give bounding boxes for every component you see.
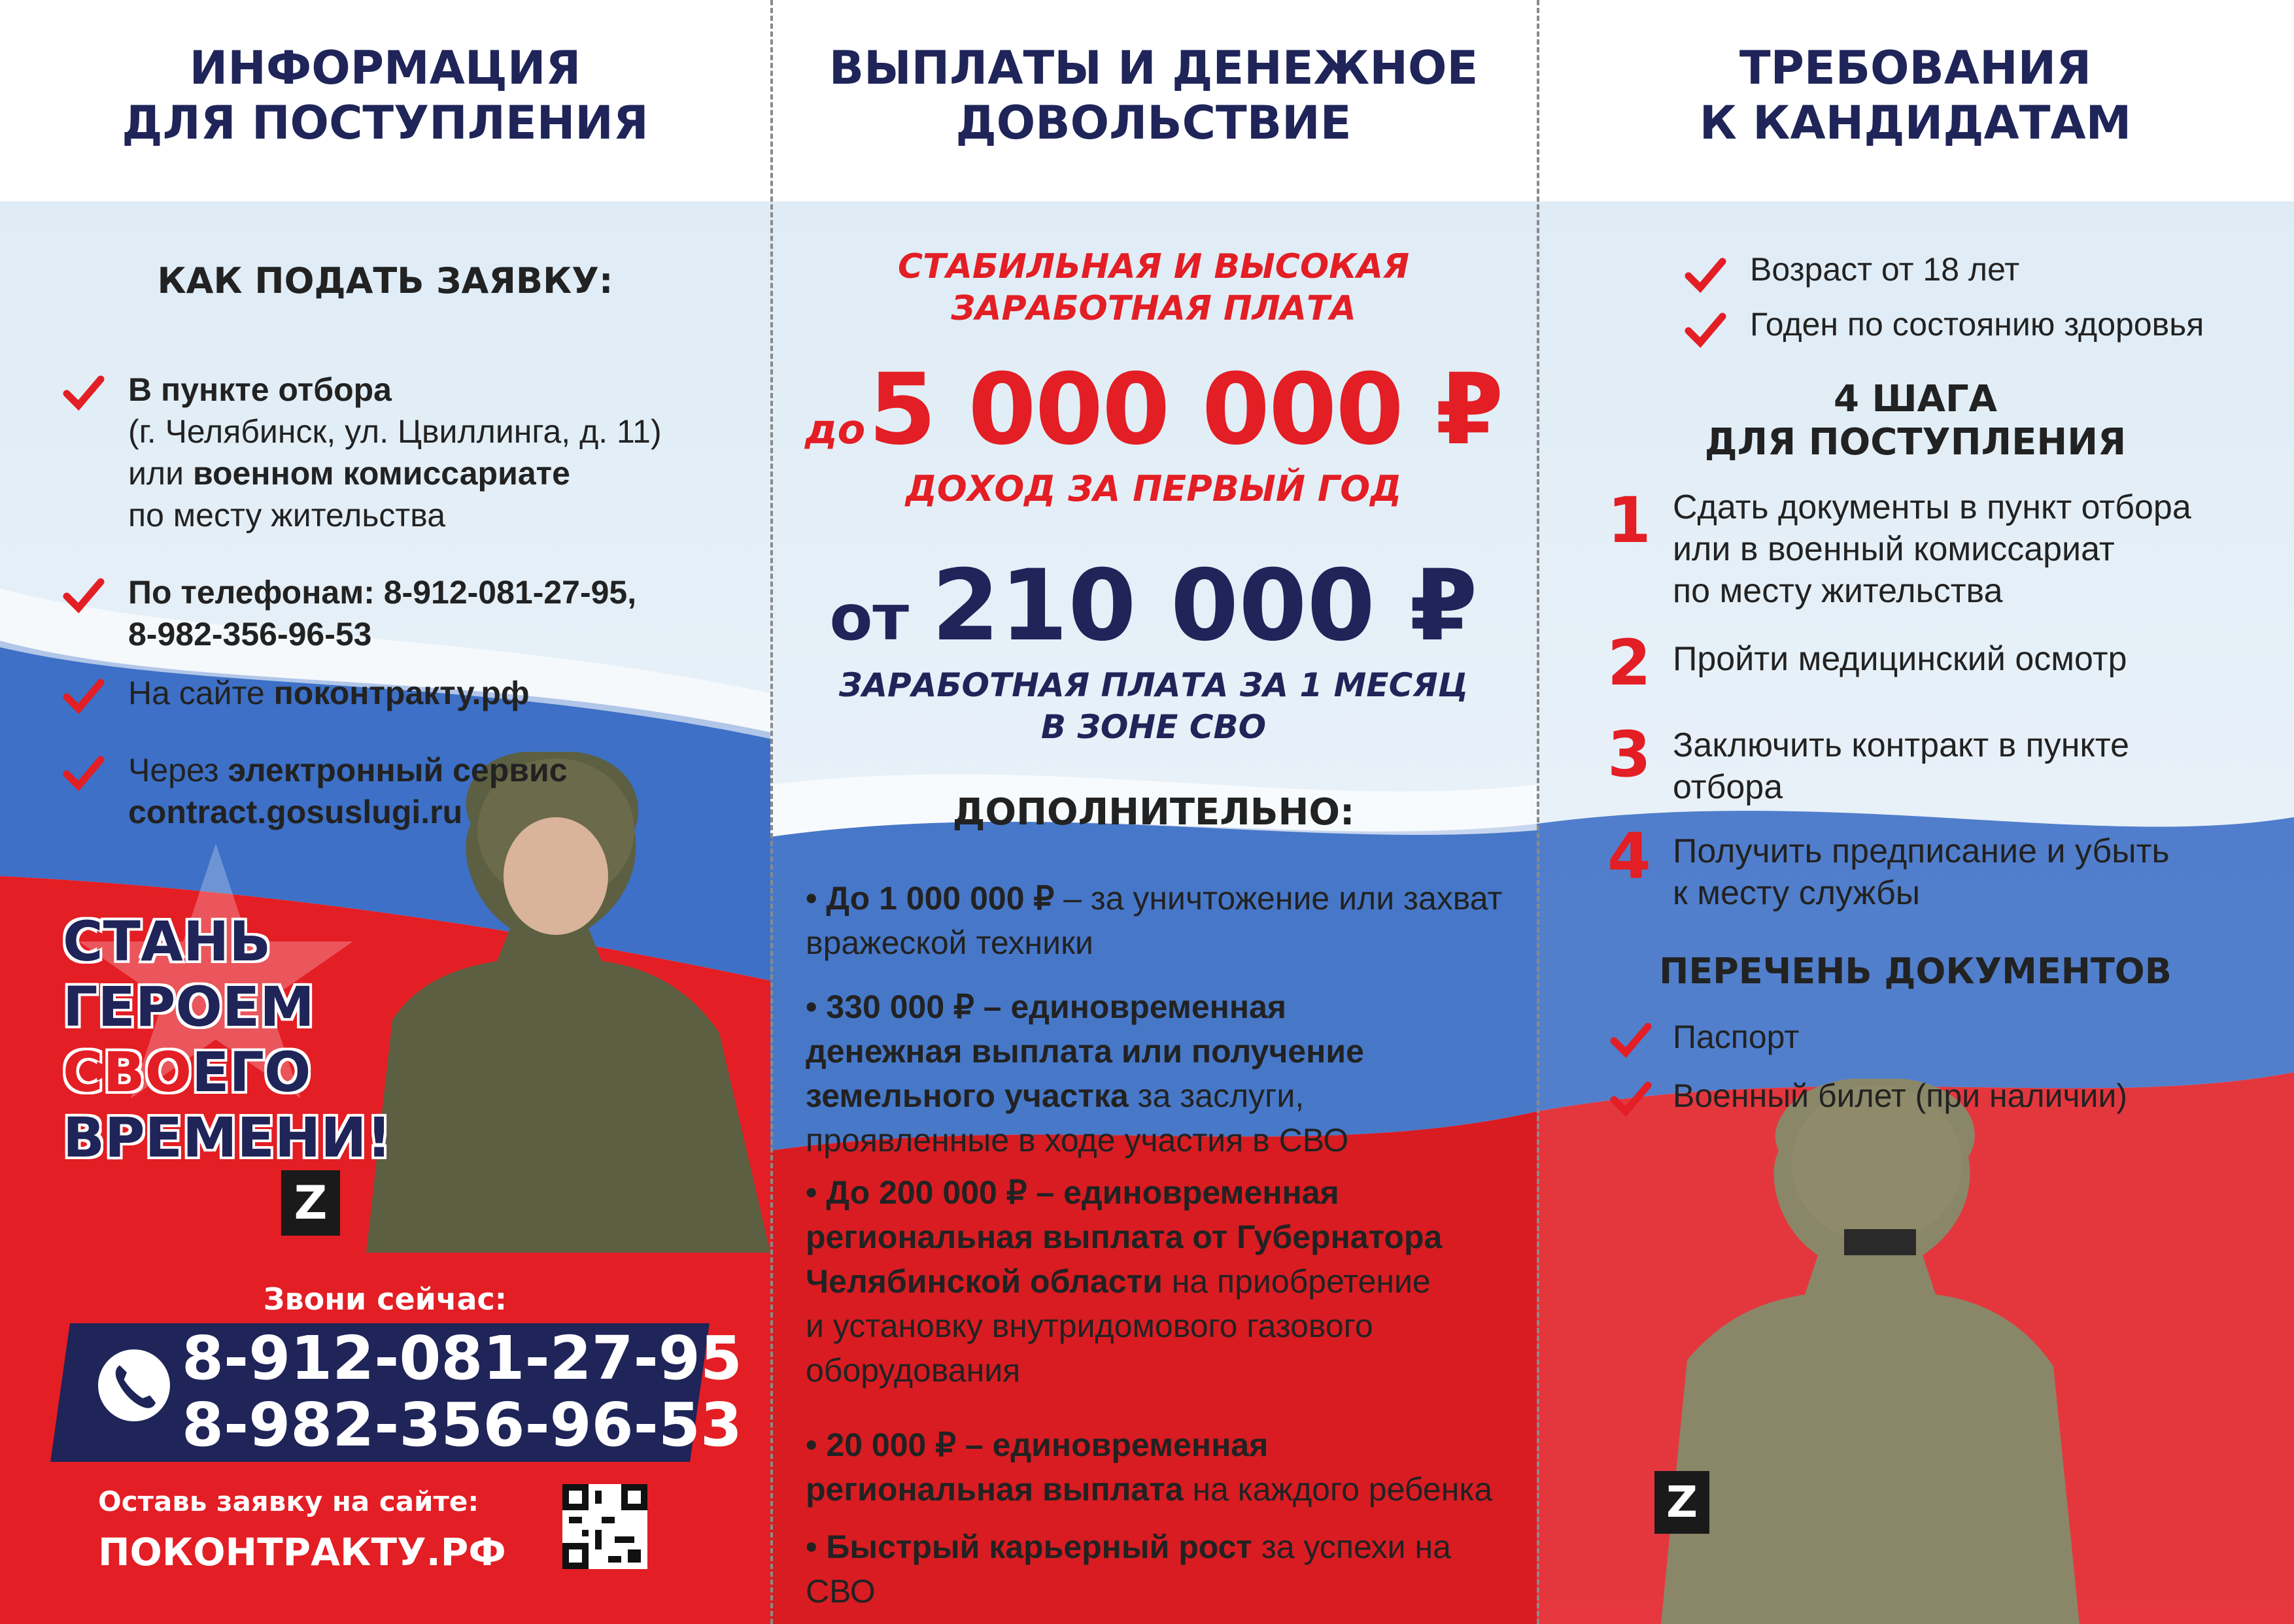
documents-heading: ПЕРЕЧЕНЬ ДОКУМЕНТОВ — [1659, 951, 2172, 992]
z-patch: Z — [281, 1170, 340, 1236]
first-year-caption: ДОХОД ЗА ПЕРВЫЙ ГОД — [905, 468, 1402, 509]
apply-item-selection-point: В пункте отбора (г. Челябинск, ул. Цвиллинга, д. 11) или военном комиссариате по месту жительства — [128, 371, 662, 533]
leave-request-label: Оставь заявку на сайте: — [98, 1485, 479, 1517]
checkmark-icon — [1610, 1020, 1652, 1062]
stable-salary-heading: СТАБИЛЬНАЯ И ВЫСОКАЯ ЗАРАБОТНАЯ ПЛАТА — [897, 247, 1410, 328]
requirement-age: Возраст от 18 лет — [1750, 251, 2020, 288]
middle-panel-title: ВЫПЛАТЫ И ДЕНЕЖНОЕ ДОВОЛЬСТВИЕ — [829, 41, 1479, 150]
apply-item-gosuslugi: Через электронный сервис contract.gosuslugi.ru — [128, 752, 568, 830]
monthly-salary-amount: 210 000 ₽ — [931, 549, 1478, 663]
extra-bullet-1: • До 1 000 000 ₽ – за уничтожение или захват вражеской техники — [806, 880, 1503, 961]
additional-heading: ДОПОЛНИТЕЛЬНО: — [952, 791, 1355, 834]
document-military-id: Военный билет (при наличии) — [1673, 1077, 2128, 1114]
fold-divider-2 — [1537, 0, 1539, 1624]
checkmark-icon — [63, 753, 105, 795]
step-text-2: Пройти медицинский осмотр — [1673, 640, 2127, 678]
extra-bullet-4: • 20 000 ₽ – единовременная региональная выплата на каждого ребенка — [806, 1427, 1493, 1508]
how-to-apply-heading: КАК ПОДАТЬ ЗАЯВКУ: — [157, 260, 613, 301]
z-patch-right: Z — [1654, 1471, 1709, 1534]
step-number-1: 1 — [1607, 484, 1651, 557]
checkmark-icon — [63, 373, 105, 414]
phone-number-1[interactable]: 8-912-081-27-95 — [182, 1323, 742, 1393]
extra-bullet-3: • До 200 000 ₽ – единовременная региональная выплата от Губернатора Челябинской области на приобретение и установку внутридомового газового оборудования — [806, 1174, 1443, 1389]
steps-heading: 4 ШАГА ДЛЯ ПОСТУПЛЕНИЯ — [1704, 378, 2127, 464]
slogan: СТАНЬ ГЕРОЕМ СВОЕГО ВРЕМЕНИ! — [63, 909, 392, 1170]
qr-code-icon[interactable] — [562, 1484, 647, 1569]
extra-bullet-2: • 330 000 ₽ – единовременная денежная выплата или получение земельного участка за заслуги, проявленные в ходе участия в СВО — [806, 989, 1364, 1159]
apply-item-website: На сайте поконтракту.рф — [128, 675, 530, 711]
left-panel-title: ИНФОРМАЦИЯ ДЛЯ ПОСТУПЛЕНИЯ — [122, 41, 649, 150]
step-number-3: 3 — [1607, 718, 1651, 791]
apply-item-phones: По телефонам: 8-912-081-27-95, 8-982-356-96-53 — [128, 574, 637, 652]
site-link[interactable]: ПОКОНТРАКТУ.РФ — [98, 1530, 506, 1574]
phone-icon — [98, 1349, 170, 1421]
call-now-label: Звони сейчас: — [263, 1281, 507, 1317]
monthly-salary — [770, 549, 1537, 663]
step-number-4: 4 — [1607, 820, 1651, 893]
checkmark-icon — [1610, 1079, 1652, 1121]
step-text-1: Сдать документы в пункт отбора или в военный комиссариат по месту жительства — [1673, 488, 2191, 610]
requirement-health: Годен по состоянию здоровья — [1750, 306, 2204, 343]
step-number-2: 2 — [1607, 626, 1651, 700]
extra-bullet-5: • Быстрый карьерный рост за успехи на СВО — [806, 1529, 1451, 1610]
checkmark-icon — [1685, 310, 1726, 352]
step-text-3: Заключить контракт в пункте отбора — [1673, 726, 2130, 806]
step-text-4: Получить предписание и убыть к месту службы — [1673, 832, 2170, 912]
checkmark-icon — [63, 575, 105, 617]
checkmark-icon — [1685, 255, 1726, 297]
max-income — [770, 353, 1537, 467]
from-label: от — [829, 581, 910, 654]
phone-number-2[interactable]: 8-982-356-96-53 — [182, 1390, 742, 1460]
right-panel-title: ТРЕБОВАНИЯ К КАНДИДАТАМ — [1699, 41, 2132, 150]
max-income-amount: 5 000 000 ₽ — [868, 353, 1503, 467]
document-passport: Паспорт — [1673, 1019, 1800, 1055]
upto-label: до — [804, 405, 866, 453]
monthly-salary-caption: ЗАРАБОТНАЯ ПЛАТА ЗА 1 МЕСЯЦ В ЗОНЕ СВО — [838, 666, 1469, 746]
checkmark-icon — [63, 676, 105, 718]
